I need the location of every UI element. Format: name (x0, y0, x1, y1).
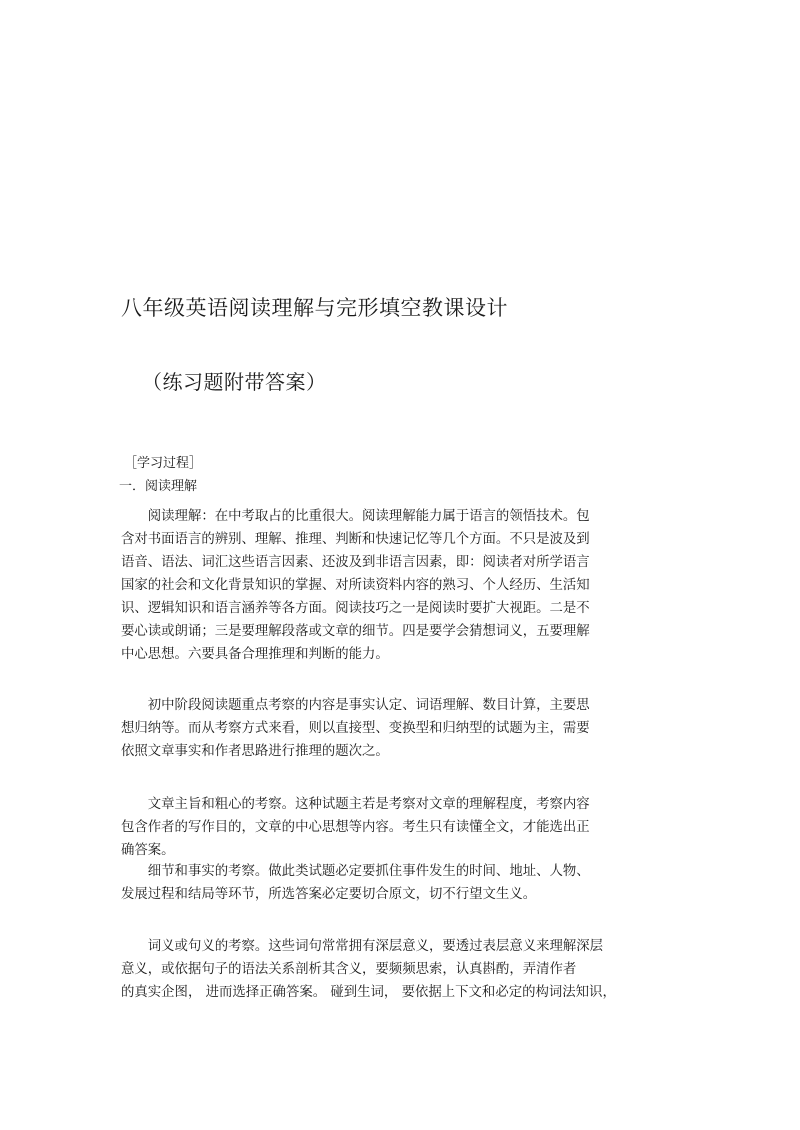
paragraph-line: 词义或句义的考察。这些词句常常拥有深层意义，要透过表层意义来理解深层 (121, 939, 604, 954)
paragraph-line: 中心思想。六要具备合理推理和判断的能力。 (121, 647, 389, 662)
paragraph-line: 想归纳等。而从考察方式来看，则以直接型、变换型和归纳型的试题为主，需要 (121, 721, 590, 736)
paragraph-line: 的真实企图， 进而选择正确答案。 碰到生词， 要依据上下文和必定的构词法知识， (121, 985, 616, 1000)
paragraph-main-idea (121, 793, 641, 862)
paragraph-details (121, 860, 641, 906)
paragraph-exam-focus (121, 694, 641, 763)
paragraph-line: 发展过程和结局等环节，所选答案必定要切合原文，切不行望文生义。 (121, 887, 537, 902)
paragraph-line: 初中阶段阅读题重点考察的内容是事实认定、词语理解、数目计算，主要思 (121, 698, 590, 713)
section-heading: 一．阅读理解 (119, 479, 198, 494)
paragraph-line: 确答案。 (121, 843, 175, 858)
paragraph-line: 含对书面语言的辨别、理解、推理、判断和快速记忆等几个方面。不只是波及到 (121, 532, 590, 547)
paragraph-line: 意义，或依据句子的语法关系剖析其含义，要频频思索，认真斟酌，弄清作者 (121, 962, 577, 977)
paragraph-line: 国家的社会和文化背景知识的掌握、对所读资料内容的熟习、个人经历、生活知 (121, 578, 590, 593)
paragraph-line: 细节和事实的考察。做此类试题必定要抓住事件发生的时间、地址、人物、 (121, 864, 590, 879)
paragraph-reading-comprehension (121, 505, 641, 666)
paragraph-line: 阅读理解：在中考取占的比重很大。阅读理解能力属于语言的领悟技术。包 (121, 509, 590, 524)
paragraph-line: 文章主旨和粗心的考察。这种试题主若是考察对文章的理解程度，考察内容 (121, 797, 590, 812)
document-title: 八年级英语阅读理解与完形填空教课设计 (121, 296, 508, 320)
paragraph-line: 要心读或朗诵；三是要理解段落或文章的细节。四是要学会猜想词义，五要理解 (121, 624, 590, 639)
document-subtitle: （练习题附带答案） (142, 370, 327, 394)
paragraph-line: 语音、语法、词汇这些语言因素、还波及到非语言因素，即：阅读者对所学语言 (121, 555, 590, 570)
paragraph-line: 包含作者的写作目的，文章的中心思想等内容。考生只有读懂全文，才能选出正 (121, 820, 590, 835)
paragraph-line: 识、逻辑知识和语言涵养等各方面。阅读技巧之一是阅读时要扩大视距。二是不 (121, 601, 590, 616)
paragraph-word-meaning (121, 935, 641, 1004)
section-label: ［学习过程］ (124, 456, 203, 471)
paragraph-line: 依照文章事实和作者思路进行推理的题次之。 (121, 744, 389, 759)
